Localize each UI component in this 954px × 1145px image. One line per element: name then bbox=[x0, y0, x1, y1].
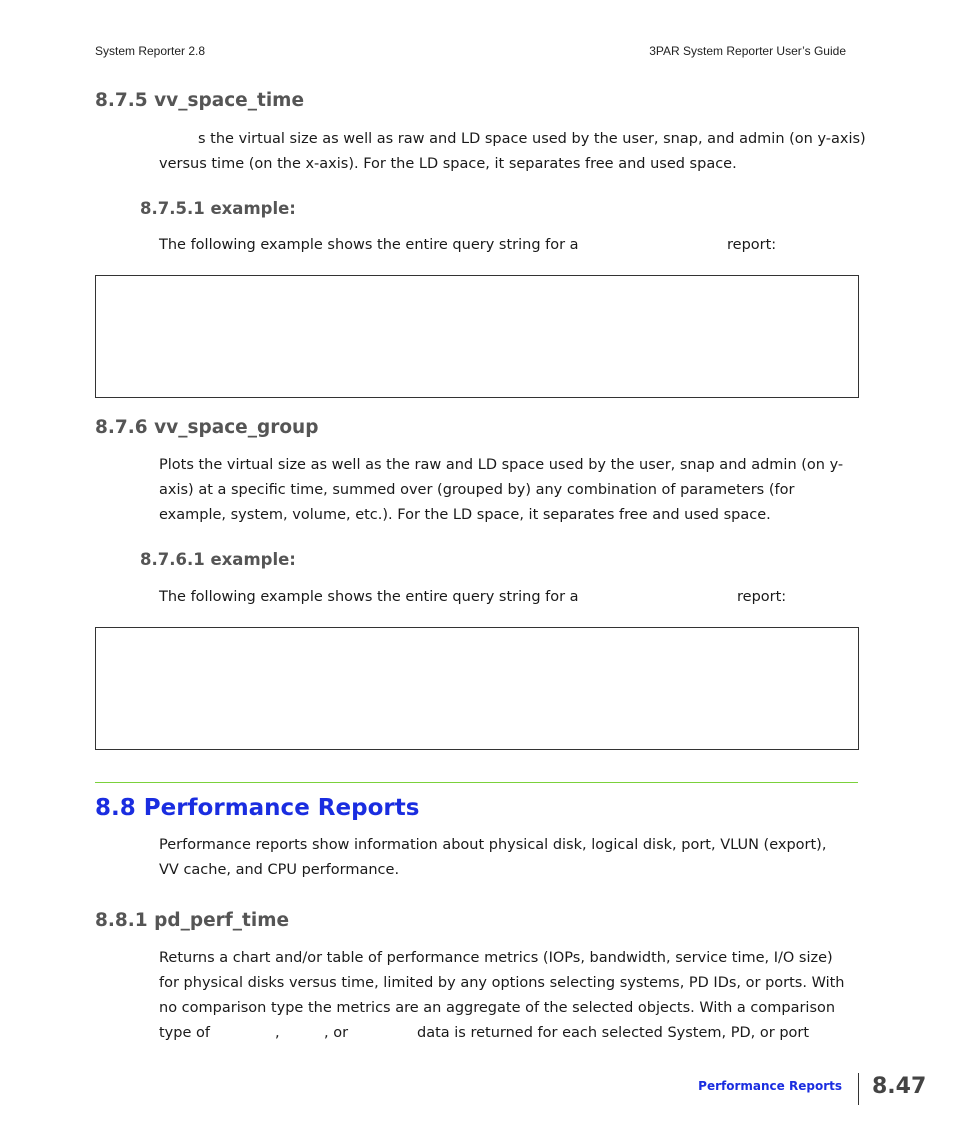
chapter-section-heading-performance-reports: 8.8 Performance Reports bbox=[95, 795, 420, 821]
section-heading-vv-space-group: 8.7.6 vv_space_group bbox=[95, 417, 319, 438]
text-line: axis) at a specific time, summed over (grouped by) any combination of parameters (for bbox=[159, 482, 795, 498]
example-intro-suffix: report: bbox=[737, 589, 787, 605]
text-fragment: data is returned for each selected System, PD, or port bbox=[417, 1025, 810, 1041]
subsection-heading-example-8761: 8.7.6.1 example: bbox=[140, 550, 296, 569]
running-header-right: 3PAR System Reporter User’s Guide bbox=[649, 44, 846, 58]
text-line: versus time (on the x-axis). For the LD space, it separates free and used space. bbox=[159, 156, 737, 172]
code-box-query-string bbox=[95, 275, 859, 398]
text-line: Performance reports show information about physical disk, logical disk, port, VLUN (export), bbox=[159, 837, 827, 853]
running-header-left: System Reporter 2.8 bbox=[95, 44, 206, 58]
section-divider bbox=[95, 782, 858, 783]
text-line: Plots the virtual size as well as the raw and LD space used by the user, snap and admin (on y- bbox=[159, 457, 844, 473]
text-fragment: , or bbox=[324, 1025, 349, 1041]
code-box-query-string bbox=[95, 627, 859, 750]
text-line: example, system, volume, etc.). For the LD space, it separates free and used space. bbox=[159, 507, 771, 523]
text-line: for physical disks versus time, limited by any options selecting systems, PD IDs, or ports. With bbox=[159, 975, 845, 991]
text-line: s the virtual size as well as raw and LD space used by the user, snap, and admin (on y-axis) bbox=[198, 131, 866, 147]
subsection-heading-example-8751: 8.7.5.1 example: bbox=[140, 199, 296, 218]
text-fragment: , bbox=[275, 1025, 280, 1041]
section-heading-pd-perf-time: 8.8.1 pd_perf_time bbox=[95, 910, 290, 931]
example-intro-text: The following example shows the entire query string for a bbox=[159, 589, 579, 605]
text-line: VV cache, and CPU performance. bbox=[159, 862, 400, 878]
footer-divider bbox=[858, 1073, 859, 1105]
text-line: Returns a chart and/or table of performance metrics (IOPs, bandwidth, service time, I/O size) bbox=[159, 950, 833, 966]
example-intro-suffix: report: bbox=[727, 237, 777, 253]
text-fragment: type of bbox=[159, 1025, 210, 1041]
footer-section-link[interactable]: Performance Reports bbox=[698, 1079, 842, 1093]
example-intro-text: The following example shows the entire query string for a bbox=[159, 237, 579, 253]
text-line: no comparison type the metrics are an aggregate of the selected objects. With a comparison bbox=[159, 1000, 836, 1016]
page-number: 8.47 bbox=[872, 1074, 927, 1099]
section-heading-vv-space-time: 8.7.5 vv_space_time bbox=[95, 90, 304, 111]
